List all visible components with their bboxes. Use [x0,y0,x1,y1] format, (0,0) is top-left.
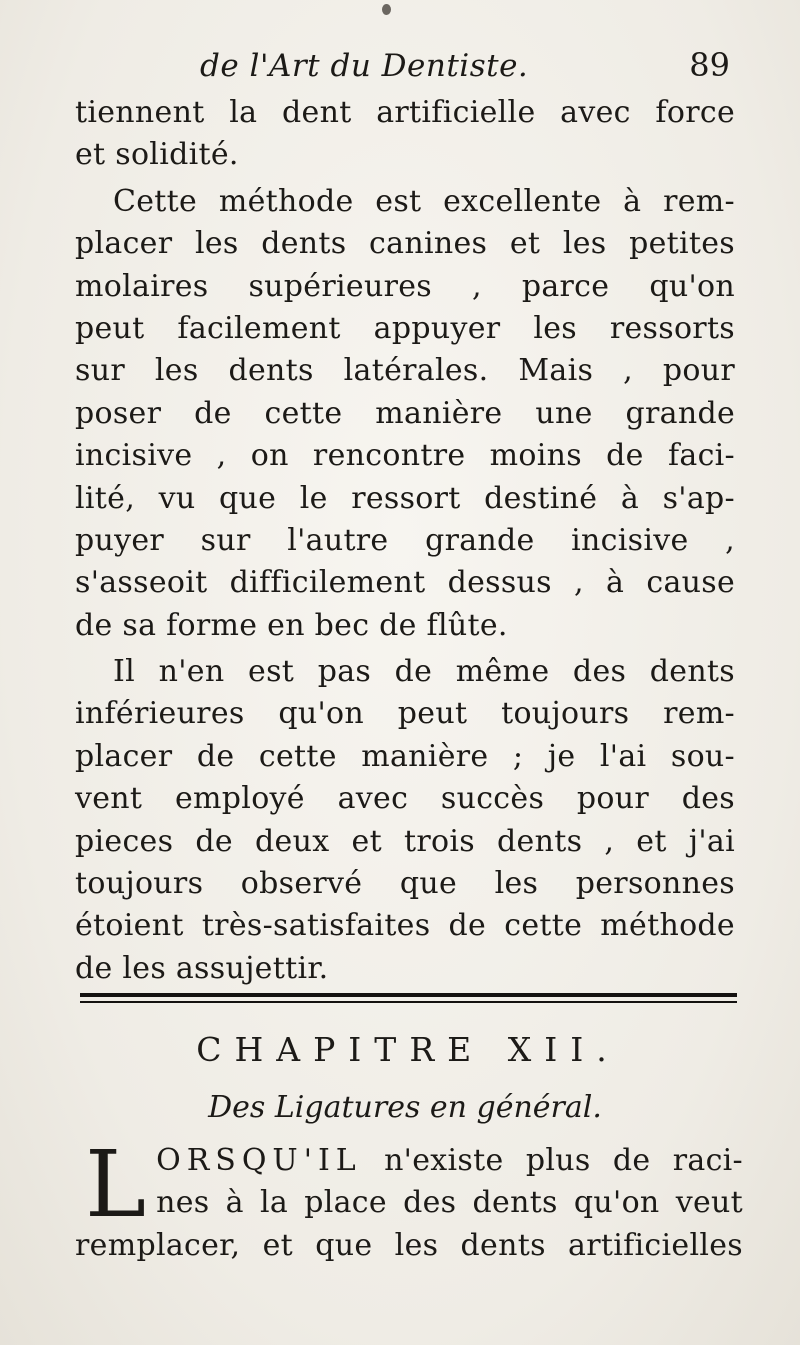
body-text [75,92,735,990]
page-number: 89 [689,46,730,84]
divider-thick-rule [80,993,737,997]
text-line: de sa forme en bec de flûte. [75,607,508,643]
text-line: lité, vu que le ressort destiné à s'ap- [75,480,735,516]
text-line: toujours observé que les personnes [75,866,735,902]
chapter-divider [80,993,737,1003]
text-line: sur les dents latérales. Mais , pour [75,353,735,389]
running-head [75,48,740,92]
text-line: placer les dents canines et les petites [75,226,735,262]
first-line-rest: n'existe plus de raci- [384,1143,743,1178]
text-line: et solidité. [75,137,239,173]
smallcaps-lead: ORSQU'IL [156,1143,362,1178]
text-line: pieces de deux et trois dents , et j'ai [75,823,735,859]
chapter-heading: CHAPITRE XII. [196,1030,620,1069]
text-line: placer de cette manière ; je l'ai sou- [75,738,735,774]
chapter-text [75,1131,743,1267]
text-line: de les assujettir. [75,950,329,986]
text-line: tiennent la dent artificielle avec force [75,95,735,130]
text-line: peut facilement appuyer les ressorts [75,310,735,346]
chapter-subtitle: Des Ligatures en général. [208,1090,602,1125]
running-title: de l'Art du Dentiste. [200,48,529,84]
text-line: poser de cette manière une grande [75,395,735,431]
ink-speck [382,4,391,15]
text-line: vent employé avec succès pour des [75,781,735,817]
divider-thin-rule [80,1001,737,1003]
text-line: Il n'en est pas de même des dents [113,654,735,690]
text-line: inférieures qu'on peut toujours rem- [75,696,735,732]
text-line: nes à la place des dents qu'on veut [156,1185,743,1221]
text-line: Cette méthode est excellente à rem- [113,183,735,219]
drop-cap: L [85,1131,147,1238]
text-line: s'asseoit difficilement dessus , à cause [75,565,735,601]
text-line: molaires supérieures , parce qu'on [75,268,735,304]
text-line [75,1140,743,1182]
text-line: remplacer, et que les dents artificielles [75,1227,743,1263]
text-line: puyer sur l'autre grande incisive , [75,522,735,558]
text-line: incisive , on rencontre moins de faci- [75,438,735,474]
text-line: étoient très-satisfaites de cette méthode [75,908,735,944]
